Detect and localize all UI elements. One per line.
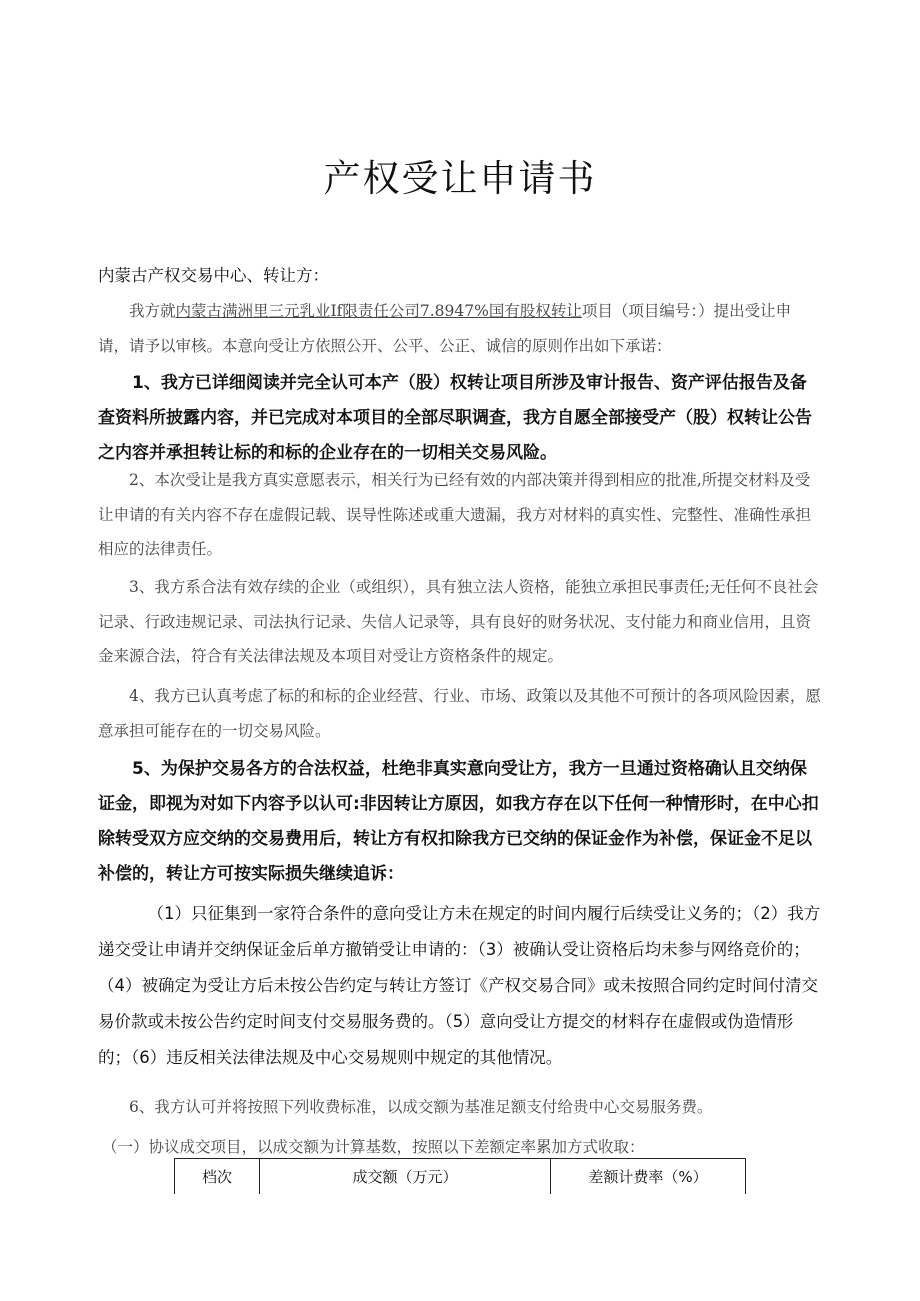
intro-suffix: 项目（项目编号：）提出受让申请，请予以审核。本意向受让方依照公开、公平、公正、诚信的原则作出如下承诺： [98,302,792,355]
fee-intro: （一）协议成交项目，以成交额为计算基数，按照以下差额定率累加方式收取： [102,1138,645,1156]
intro-prefix: 我方就 [129,302,176,320]
header-rate: 差额计费率（%） [551,1159,746,1195]
project-name: 内蒙古满洲里三元乳业If限责任公司7.8947%国有股权转让 [175,302,582,320]
fee-table [174,1158,746,1194]
clause-6: 6、我方认可并将按照下列收费标准，以成交额为基准足额支付给贵中心交易服务费。 [129,1098,713,1116]
page-title: 产权受让申请书 [323,157,597,200]
clause-3: 3、我方系合法有效存续的企业（或组织），具有独立法人资格，能独立承担民事责任;无任何不良社会记录、行政违规记录、司法执行记录、失信人记录等，具有良好的财务状况、支付能力和商业信用，且资金来源合法，符合有关法律法规及本项目对受让方资格条件的规定。 [98,578,819,665]
clause-1: 1、我方已详细阅读并完全认可本产（股）权转让项目所涉及审计报告、资产评估报告及备查资料所披露内容，并已完成对本项目的全部尽职调查，我方自愿全部接受产（股）权转让公告之内容并承担转让标的和标的企业存在的一切相关交易风险。 [98,373,812,463]
header-amount: 成交额（万元） [260,1159,551,1195]
clause-2: 2、本次受让是我方真实意愿表示，相关行为已经有效的内部决策并得到相应的批准,所提交材料及受让申请的有关内容不存在虚假记载、误导性陈述或重大遗漏，我方对材料的真实性、完整性、准确性承担相应的法律责任。 [98,471,812,558]
header-tier: 档次 [175,1159,260,1195]
clause-4: 4、我方已认真考虑了标的和标的企业经营、行业、市场、政策以及其他不可预计的各项风险因素，愿意承担可能存在的一切交易风险。 [98,687,821,740]
intro-paragraph [98,294,822,363]
addressee: 内蒙古产权交易中心、转让方： [98,266,329,285]
clause-5-list: （1）只征集到一家符合条件的意向受让方未在规定的时间内履行后续受让义务的；（2）我方递交受让申请并交纳保证金后单方撤销受让申请的：（3）被确认受让资格后均未参与网络竞价的；（4）被确定为受让方后未按公告约定与转让方签订《产权交易合同》或未按照合同约定时间付清交易价款或未按公告约定时间支付交易服务费的。（5）意向受让方提交的材料存在虚假或伪造情形的；（6）违反相关法律法规及中心交易规则中规定的其他情况。 [98,904,821,1067]
table-header-row [175,1159,746,1195]
clause-5: 5、为保护交易各方的合法权益，杜绝非真实意向受让方，我方一旦通过资格确认且交纳保证金，即视为对如下内容予以认可:非因转让方原因，如我方存在以下任何一种情形时，在中心扣除转受双方应交纳的交易费用后，转让方有权扣除我方已交纳的保证金作为补偿，保证金不足以补偿的，转让方可按实际损失继续追诉： [98,759,819,884]
